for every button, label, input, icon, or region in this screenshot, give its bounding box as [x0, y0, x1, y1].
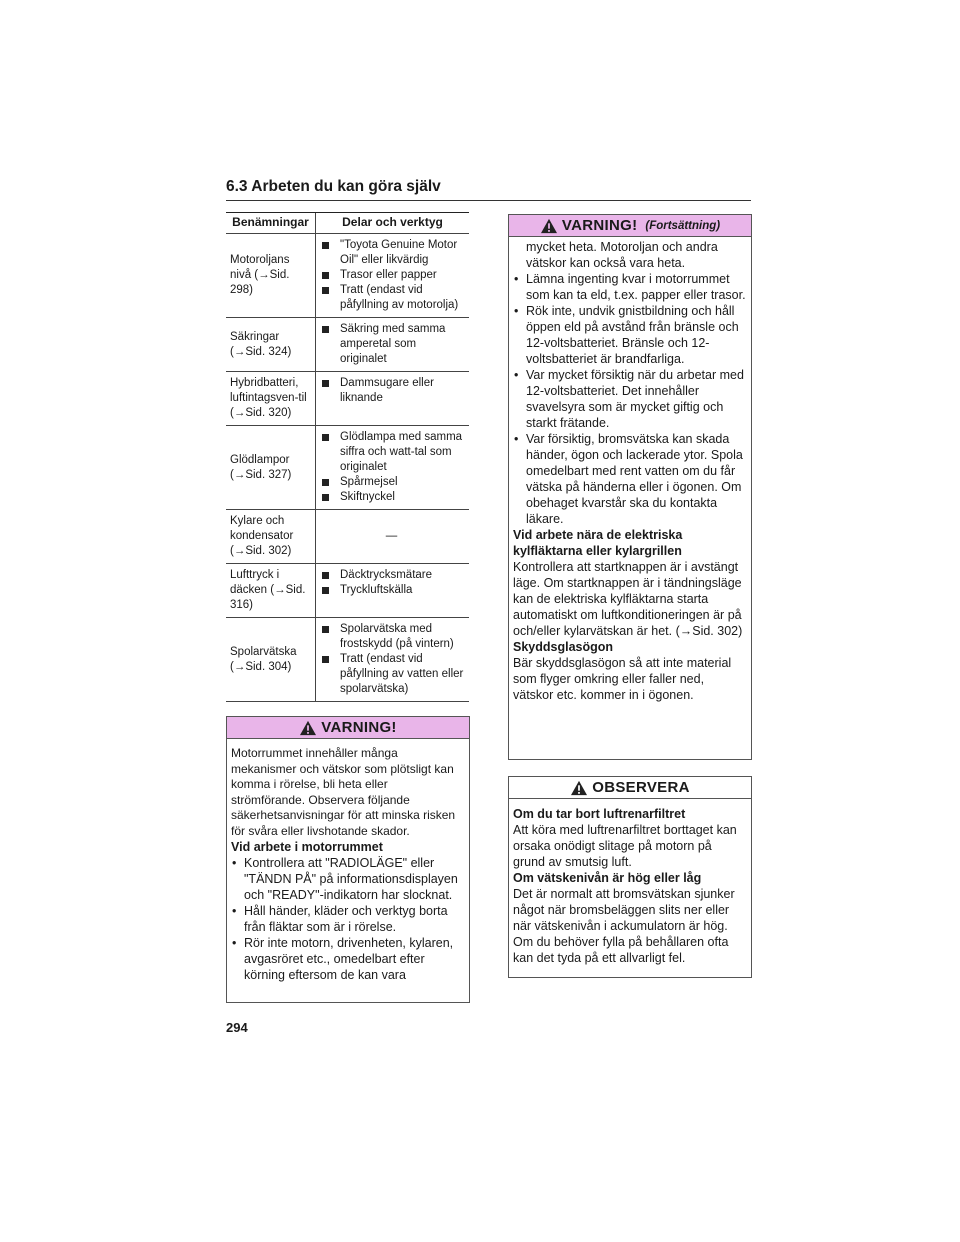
row-name: Spolarvätska (→Sid. 304)	[226, 618, 316, 702]
warning-bullet-list	[231, 855, 465, 983]
column-header-names: Benämningar	[226, 213, 316, 234]
row-tools	[316, 564, 470, 618]
warning-box-continued	[508, 214, 752, 760]
tool-item: Däcktrycksmätare	[318, 568, 465, 583]
tool-item: Dammsugare eller liknande	[318, 376, 465, 406]
warning-bullet: • Var mycket försiktig när du arbetar med 12-voltsbatteriet. Det innehåller svavelsyra som är mycket giftig och starkt frätande.	[513, 367, 747, 431]
row-tools	[316, 618, 470, 702]
row-name: Kylare och kondensator (→Sid. 302)	[226, 510, 316, 564]
row-name: Säkringar (→Sid. 324)	[226, 318, 316, 372]
warning-bullet: • Kontrollera att "RADIOLÄGE" eller "TÄNDN PÅ" på informationsdisplayen och "READY"-indikatorn har slocknat.	[231, 855, 465, 903]
warning-subheading: Skyddsglasögon	[513, 640, 614, 654]
row-name: Hybridbatteri, luftintagsven-til (→Sid. 320)	[226, 372, 316, 426]
page-number: 294	[226, 1020, 248, 1035]
warning-triangle-icon	[299, 720, 317, 736]
warning-subtitle: (Fortsättning)	[645, 219, 721, 232]
warning-title: VARNING!	[561, 217, 638, 234]
table-header-row	[226, 213, 469, 234]
warning-paragraph: Kontrollera att startknappen är i avstängt läge. Om startknappen är i tändningsläge kan de elektriska kylfläktarna starta automatiskt om luftkonditioneringen är på och/eller kylarvätskan är het. (→Sid. 302)	[513, 560, 743, 638]
table-row	[226, 372, 469, 426]
row-name: Motoroljans nivå (→Sid. 298)	[226, 234, 316, 318]
notice-paragraph: Det är normalt att bromsvätskan sjunker något när bromsbeläggen slits ner eller när vätskenivån i ackumulatorn är hög. Om du behöver fylla på behållaren ofta kan det tyda på ett allvarligt fel.	[513, 887, 735, 965]
warning-bullet: • Håll händer, kläder och verktyg borta från fläktar som är i rörelse.	[231, 903, 465, 935]
warning-subheading: Vid arbete nära de elektriska kylfläktarna eller kylargrillen	[513, 528, 683, 558]
row-tools	[316, 426, 470, 510]
warning-bullet-list	[513, 239, 747, 527]
warning-triangle-icon	[540, 218, 558, 234]
row-tools	[316, 318, 470, 372]
warning-header	[509, 215, 751, 237]
notice-paragraph: Att köra med luftrenarfiltret borttaget kan orsaka onödigt slitage på motorn på grund av smutsig luft.	[513, 823, 737, 869]
warning-continuation: mycket heta. Motoroljan och andra vätskor kan också vara heta.	[526, 240, 718, 270]
table-row	[226, 318, 469, 372]
notice-box	[508, 776, 752, 978]
warning-subheading: Vid arbete i motorrummet	[231, 840, 383, 854]
tool-item: Säkring med samma amperetal som originalet	[318, 322, 465, 367]
warning-title: VARNING!	[321, 719, 397, 736]
tool-item: Tratt (endast vid påfyllning av motorolja)	[318, 283, 465, 313]
warning-bullet: • Var försiktig, bromsvätska kan skada händer, ögon och lackerade ytor. Spola omedelbart med rent vatten om du får vätska på händerna eller i ögonen. Om obehaget kvarstår ska du kontakta läkare.	[513, 431, 747, 527]
tool-item: Tratt (endast vid påfyllning av vatten eller spolarvätska)	[318, 652, 465, 697]
tool-item: Spolarvätska med frostskydd (på vintern)	[318, 622, 465, 652]
notice-header	[509, 777, 751, 799]
warning-body	[227, 739, 469, 989]
notice-subheading: Om du tar bort luftrenarfiltret	[513, 807, 686, 821]
warning-paragraph: Bär skyddsglasögon så att inte material som flyger omkring eller faller ned, vätskor etc. kommer in i ögonen.	[513, 656, 732, 702]
table-row	[226, 564, 469, 618]
tool-item: Spårmejsel	[318, 475, 465, 490]
warning-body	[509, 237, 751, 709]
warning-bullet: • Rök inte, undvik gnistbildning och håll öppen eld på avstånd från bränsle och 12-voltsbatteriet. Bränsle och 12-voltsbatteriet är brandfarliga.	[513, 303, 747, 367]
section-divider	[226, 200, 751, 201]
warning-header	[227, 717, 469, 739]
notice-subheading: Om vätskenivån är hög eller låg	[513, 871, 702, 885]
row-tools	[316, 372, 470, 426]
table-row	[226, 234, 469, 318]
notice-title: OBSERVERA	[592, 779, 690, 796]
notice-triangle-icon	[570, 780, 588, 796]
tool-item: Skiftnyckel	[318, 490, 465, 505]
tools-table	[226, 212, 469, 702]
warning-bullet: • Rör inte motorn, drivenheten, kylaren, avgasröret etc., omedelbart efter körning eftersom de kan vara	[231, 935, 465, 983]
tool-item: Tryckluftskälla	[318, 583, 465, 598]
row-tools	[316, 234, 470, 318]
table-row	[226, 618, 469, 702]
tool-item: Trasor eller papper	[318, 268, 465, 283]
row-name: Lufttryck i däcken (→Sid. 316)	[226, 564, 316, 618]
table-row	[226, 426, 469, 510]
table-row	[226, 510, 469, 564]
tool-item: "Toyota Genuine Motor Oil" eller likvärdig	[318, 238, 465, 268]
warning-box-engine-bay	[226, 716, 470, 1003]
column-header-tools: Delar och verktyg	[316, 213, 470, 234]
warning-intro: Motorrummet innehåller många mekanismer och vätskor som plötsligt kan komma i rörelse, bli heta eller strömförande. Observera följande säkerhetsanvisningar för att minska risken för svåra eller livshotande skador.	[231, 746, 456, 838]
row-tools-dash: —	[316, 510, 470, 564]
notice-body	[509, 799, 751, 972]
tool-item: Glödlampa med samma siffra och watt-tal som originalet	[318, 430, 465, 475]
section-title: 6.3 Arbeten du kan göra själv	[226, 178, 441, 195]
warning-bullet: • Lämna ingenting kvar i motorrummet som kan ta eld, t.ex. papper eller trasor.	[513, 271, 747, 303]
row-name: Glödlampor (→Sid. 327)	[226, 426, 316, 510]
